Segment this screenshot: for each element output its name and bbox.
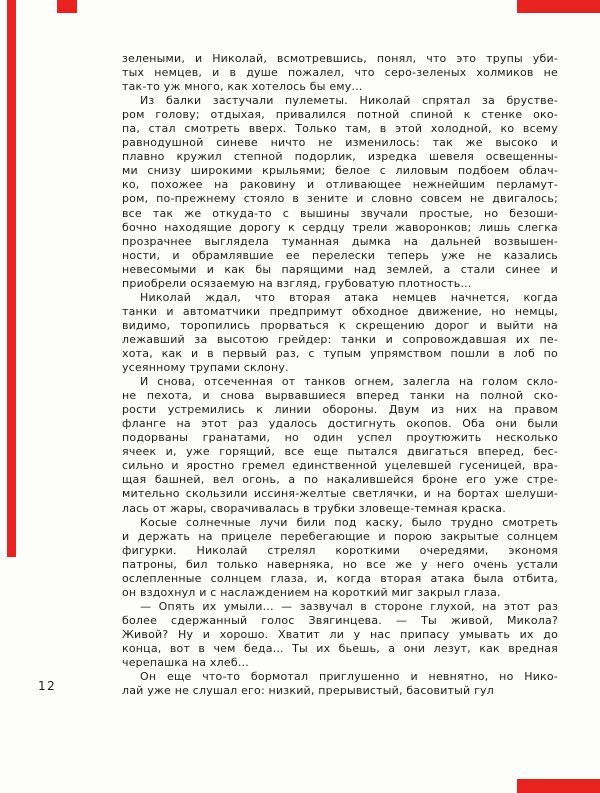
text-line: ром, по-прежнему стояло в зените и словно совсем не двигалось; xyxy=(122,192,558,206)
text-line: плавно кружил степной подорлик, изредка шевеля освещенны- xyxy=(122,150,558,164)
text-line: так-то уж много, как хотелось бы ему... xyxy=(122,80,363,94)
text-line: ко, похожее на раковину и отливающее нежнейшим перламут- xyxy=(122,178,558,192)
text-line: тых немцев, и в душе пожалел, что серо-зеленых холмиков не xyxy=(122,66,558,80)
red-edge-mark-top-left xyxy=(57,0,77,13)
red-edge-mark-top-right xyxy=(517,0,600,13)
text-line: не пехота, и снова вырвавшиеся вперед танки на полной ско- xyxy=(122,389,558,403)
text-line: видимо, торопились прорваться к скрещению дорог и выйти на xyxy=(122,318,558,332)
text-line: Живой? Ну и хорошо. Хватит ли у нас припасу умывать их до xyxy=(122,627,558,641)
text-line: — Опять их умыли... — зазвучал в стороне глухой, на этот раз xyxy=(140,599,558,613)
text-line: фигурки. Николай стрелял короткими очередями, экономя xyxy=(122,543,558,557)
text-line: мительно скользили иссиня-желтые светлячки, и на бортах шелуши- xyxy=(122,487,558,501)
text-line: усеянному трупами склону. xyxy=(122,361,289,375)
text-line: ячеек и, уже горящий, все еще пытался двигаться вперед, бес- xyxy=(122,445,558,459)
text-line: невесомыми и как бы парящими над землей, а стали синее и xyxy=(122,262,558,276)
text-line: фланге на этот раз удалось достигнуть окопов. Оба они были xyxy=(122,417,558,431)
text-line: И снова, отсеченная от танков огнем, залегла на голом скло- xyxy=(140,375,558,389)
text-line: сильно и яростно гремел единственной уцелевшей гусеницей, вра- xyxy=(122,459,558,473)
page-number: 12 xyxy=(38,679,57,693)
text-line: лась от жары, сворачивалась в трубки зловеще-темная краска. xyxy=(122,501,506,515)
text-line: Он еще что-то бормотал приглушенно и невнятно, но Нико- xyxy=(140,670,558,684)
text-line: танки и автоматчики предпримут обходное движение, но немцы, xyxy=(122,304,558,318)
text-line: Косые солнечные лучи били под каску, было трудно смотреть xyxy=(140,515,558,529)
text-line: Николай ждал, что вторая атака немцев начнется, когда xyxy=(140,290,558,304)
text-line: рости устремились к линии обороны. Двум из них на правом xyxy=(122,403,558,417)
text-line: па, стал смотреть вверх. Только там, в этой холодной, ко всему xyxy=(122,122,558,136)
text-line: прозрачнее выглядела туманная дымка на дальней возвышен- xyxy=(122,234,558,248)
text-line: зелеными, и Николай, всмотревшись, понял, что это трупы уби- xyxy=(122,52,558,65)
text-line: подорваны гранатами, но один успел проутюжить несколько xyxy=(122,431,558,445)
text-line: конца, вот в чем беда... Ты их бьешь, а они лезут, как вредная xyxy=(122,641,558,655)
text-line: более сдержанный голос Звягинцева. — Ты живой, Микола? xyxy=(122,613,558,627)
text-line: хота, как и в первый раз, с тупым упрямством пошли в лоб по xyxy=(122,346,558,360)
text-line: бочно находящие дорогу к сердцу трели жаворонков; лишь слегка xyxy=(122,220,558,234)
text-line: и держать на прицеле перебегающие и порою закрытые солнцем xyxy=(122,529,558,543)
text-line: лежавший за высотою грейдер: танки и сопровождавшая их пе- xyxy=(122,332,558,346)
text-line: все так же откуда-то с вышины звучали простые, но безоши- xyxy=(122,206,558,220)
text-line: приобрели осязаемую на взгляд, грубоватую плотность... xyxy=(122,276,472,290)
text-line: щая башней, вел огонь, а по накалившейся броне его уже стре- xyxy=(122,473,558,487)
text-line: черепашка на хлеб... xyxy=(122,656,249,670)
text-line: ности, и обрамлявшие ее перелески теперь уже не казались xyxy=(122,248,558,262)
text-line: патроны, бил только наверняка, но все же у него очень устали xyxy=(122,557,558,571)
red-edge-mark-left xyxy=(7,0,16,557)
text-line: ми снизу широкими крыльями; белое с лиловым подбоем облач- xyxy=(122,164,558,178)
red-edge-mark-bottom-right xyxy=(517,779,600,793)
text-line: лай уже не слушал его: низкий, прерывистый, басовитый гул xyxy=(122,684,494,698)
text-line: он вздохнул и с наслаждением на короткий миг закрыл глаза. xyxy=(122,585,501,599)
text-line: Из балки застучали пулеметы. Николай спрятал за брустве- xyxy=(140,94,558,108)
page-text xyxy=(122,52,558,698)
text-line: ослепленные солнцем глаза, и, когда вторая атака была отбита, xyxy=(122,571,558,585)
text-line: равнодушной синеве ничто не изменилось: так же высоко и xyxy=(122,136,558,150)
text-line: ром голову; отдыхая, привалился потной спиной к стенке око- xyxy=(122,108,558,122)
